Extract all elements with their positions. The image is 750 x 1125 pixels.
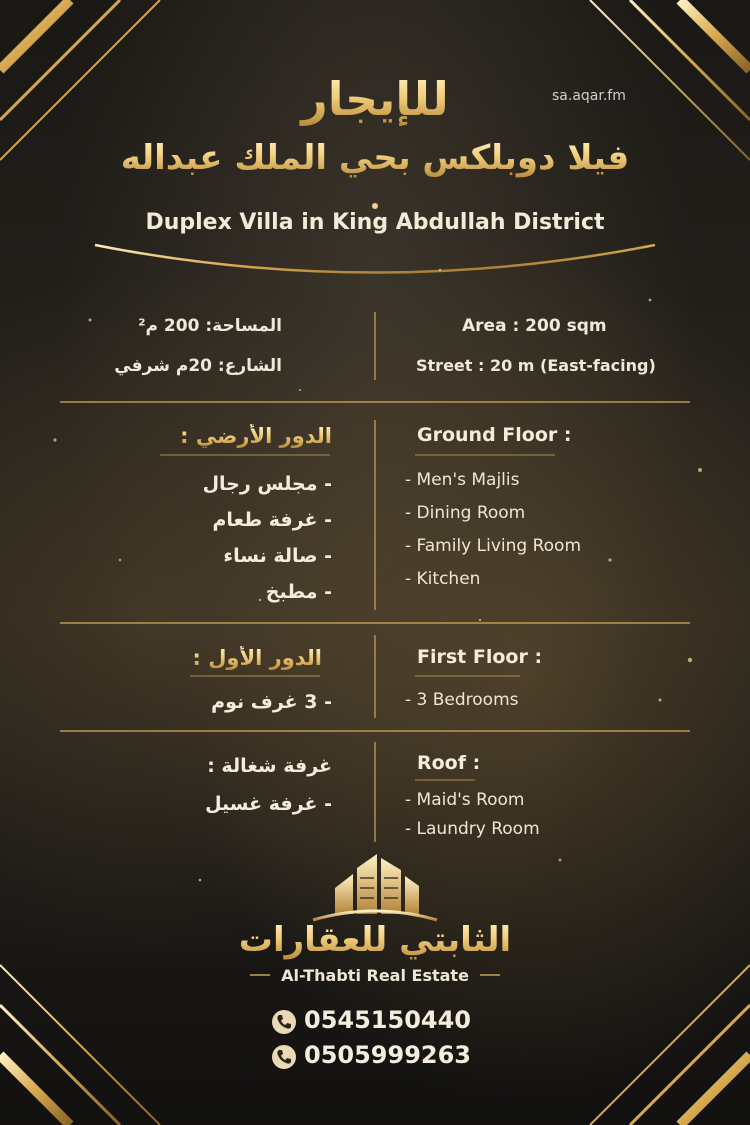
phone-number-1[interactable]: 0545150440 <box>304 1006 471 1034</box>
list-item: - صالة نساء <box>223 545 332 567</box>
ground-floor-list <box>405 464 581 596</box>
phone-row-1[interactable] <box>272 1006 492 1040</box>
first-floor-heading-arabic: الدور الأول : <box>192 646 322 670</box>
ground-floor-list-arabic <box>203 466 332 610</box>
first-floor-list <box>405 684 519 717</box>
watermark: sa.aqar.fm <box>552 88 626 104</box>
list-item: - غرفة غسيل <box>205 793 332 815</box>
list-item: - مطبخ <box>265 581 332 603</box>
roof-list-arabic <box>205 786 332 822</box>
phone-icon <box>272 1045 296 1069</box>
street-english: Street : 20 m (East-facing) <box>416 356 656 375</box>
roof-list <box>405 786 540 844</box>
subtitle-arabic: فيلا دوبلكس بحي الملك عبداله <box>0 138 750 178</box>
ground-floor-heading: Ground Floor : <box>417 424 572 446</box>
area-english: Area : 200 sqm <box>462 316 607 336</box>
first-floor-heading: First Floor : <box>417 646 543 668</box>
street-arabic: الشارع: 20م شرفي <box>114 356 282 376</box>
list-item: - Men's Majlis <box>405 470 520 490</box>
phone-icon <box>272 1010 296 1034</box>
company-name-english: Al-Thabti Real Estate <box>281 966 469 985</box>
company-name-arabic: الثابتي للعقارات <box>0 920 750 960</box>
list-item: - Dining Room <box>405 503 526 523</box>
list-item: - Maid's Room <box>405 790 525 810</box>
phone-row-2[interactable] <box>272 1041 492 1075</box>
list-item: - غرفة طعام <box>212 509 332 531</box>
list-item: - 3 Bedrooms <box>405 690 519 710</box>
subtitle-english: Duplex Villa in King Abdullah District <box>145 210 605 235</box>
page-title: للإيجار <box>0 72 750 126</box>
phone-number-2[interactable]: 0505999263 <box>304 1041 471 1069</box>
list-item: - Family Living Room <box>405 536 582 556</box>
roof-heading: Roof : <box>417 752 481 774</box>
area-arabic: المساحة: 200 م² <box>138 316 282 336</box>
first-floor-list-arabic <box>211 684 332 720</box>
building-logo-icon <box>305 848 445 924</box>
list-item: - Kitchen <box>405 569 481 589</box>
list-item: - مجلس رجال <box>202 473 332 495</box>
ground-floor-heading-arabic: الدور الأرضي : <box>180 424 332 448</box>
list-item: - 3 غرف نوم <box>211 691 332 713</box>
list-item: - Laundry Room <box>405 819 540 839</box>
roof-heading-arabic: غرفة شغالة : <box>207 755 332 777</box>
